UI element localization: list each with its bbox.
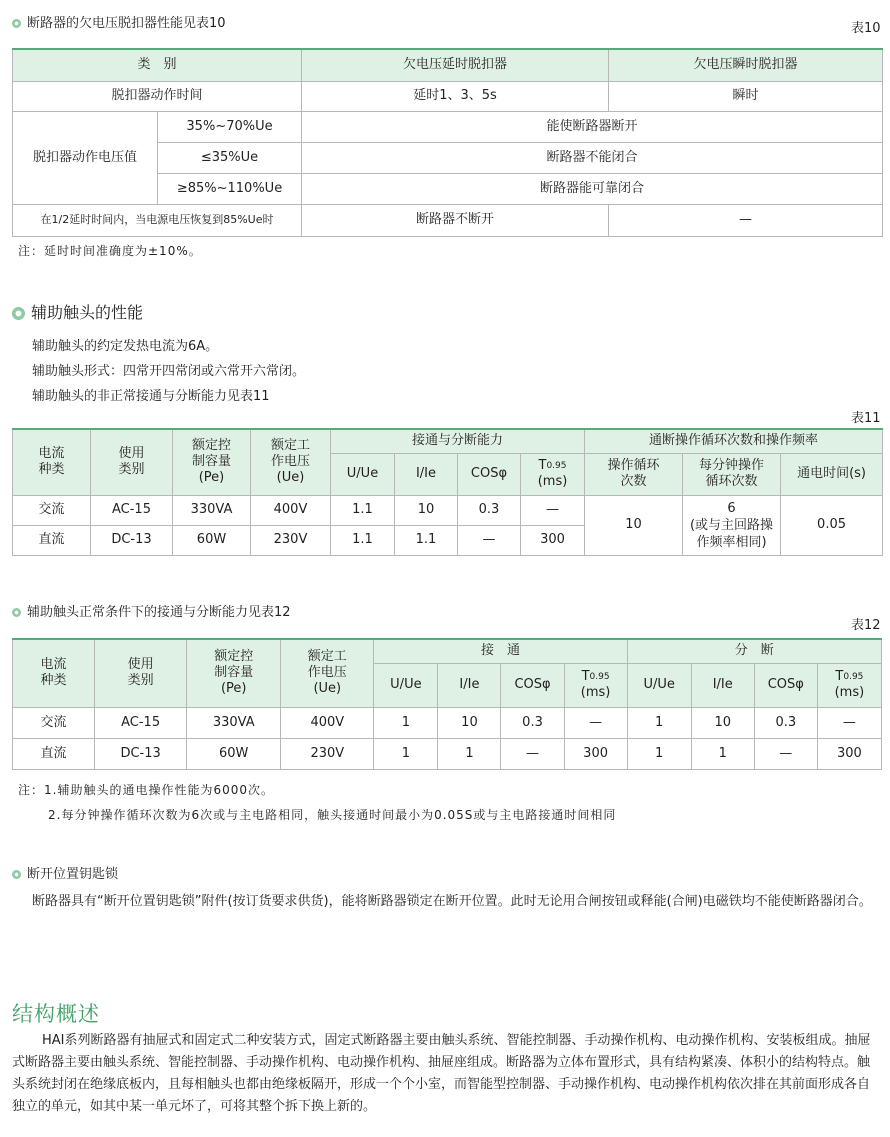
circle-bullet-icon [12,608,21,617]
t12-h-u-ue: U/Ue [627,663,691,707]
cell: AC-15 [95,707,187,738]
t11-h-t095: $T^{0.95}$ (ms) [521,453,585,495]
t10-recover-label: 在1/2延时时间内，当电源电压恢复到85%Ue时 [13,204,302,236]
cell: 1 [691,738,754,769]
circle-bullet-icon [12,870,21,879]
cell: 10 [395,495,458,525]
t11-on-time: 0.05 [781,495,883,555]
t11-h-per-minute: 每分钟操作 循环次数 [683,453,781,495]
table11-label: 表11 [851,411,881,426]
t12-h-t095: $T^{0.95}$ (ms) [564,663,627,707]
cell: 300 [521,525,585,555]
cell: — [754,738,817,769]
t11-h-cos: COSφ [458,453,521,495]
t12-h-i-ie: I/Ie [691,663,754,707]
cell: 1 [374,738,438,769]
table10 [12,48,883,237]
cell: — [817,707,881,738]
cell: 400V [251,495,331,525]
cell: DC-13 [95,738,187,769]
table-row [13,707,882,738]
cell: 10 [691,707,754,738]
cell: 1 [627,738,691,769]
table10-heading: 断路器的欠电压脱扣器性能见表10 [12,12,226,31]
t10-voltage-result: 断路器能可靠闭合 [302,173,883,204]
table-row [13,738,882,769]
t12-h-pe: 额定控 制容量 (Pe) [187,639,281,707]
t10-voltage-range: 35%~70%Ue [158,111,302,142]
cell: 330VA [173,495,251,525]
aux-title-row [12,300,143,323]
cell: 230V [251,525,331,555]
aux-line-1: 辅助触头的约定发热电流为6A。 [32,339,219,354]
cell: 230V [281,738,374,769]
t11-h-cycles: 通断操作循环次数和操作频率 [585,429,883,453]
t12-h-i-ie: I/Ie [438,663,501,707]
cell: 直流 [13,525,91,555]
cell: 交流 [13,707,95,738]
t12-h-break: 分 断 [627,639,881,663]
t11-h-use: 使用 类别 [91,429,173,495]
t11-h-current: 电流 种类 [13,429,91,495]
aux-title: 辅助触头的性能 [31,303,144,322]
cell: 0.3 [501,707,564,738]
t11-h-i-ie: I/Ie [395,453,458,495]
cell: 300 [564,738,627,769]
t10-voltage-result: 能使断路器断开 [302,111,883,142]
t10-recover-delay: 断路器不断开 [302,204,609,236]
t11-h-on-time: 通电时间(s) [781,453,883,495]
t10-action-time-delay: 延时1、3、5s [302,81,609,111]
cell: DC-13 [91,525,173,555]
cell: 1 [438,738,501,769]
t12-h-cos: COSφ [501,663,564,707]
t12-h-make: 接 通 [374,639,627,663]
lock-text: 断路器具有“断开位置钥匙锁”附件(按订货要求供货)，能将断路器锁定在断开位置。此时无论用合闸按钮或释能(合闸)电磁铁均不能使断路器闭合。 [32,894,872,909]
t12-h-t095: $T^{0.95}$ (ms) [817,663,881,707]
cell: 交流 [13,495,91,525]
cell: — [521,495,585,525]
t10-h-category: 类 别 [13,49,302,81]
circle-bullet-icon [12,19,21,28]
cell: 1 [374,707,438,738]
t11-cycles: 10 [585,495,683,555]
cell: 1.1 [331,495,395,525]
lock-title: 断开位置钥匙锁 [27,867,119,882]
table12-label: 表12 [851,618,881,633]
structure-title: 结构概述 [12,1002,100,1026]
t10-voltage-range: ≤35%Ue [158,142,302,173]
t11-h-pe: 额定控 制容量 (Pe) [173,429,251,495]
t12-h-u-ue: U/Ue [374,663,438,707]
table12-note-2: 2.每分钟操作循环次数为6次或与主电路相同，触头接通时间最小为0.05S或与主电路接通时间相同 [48,808,617,822]
table10-label: 表10 [851,21,881,36]
t10-h-delay: 欠电压延时脱扣器 [302,49,609,81]
structure-text: HAI系列断路器有抽屉式和固定式二种安装方式，固定式断路器主要由触头系统、智能控制器、手动操作机构、电动操作机构、安装板组成。抽屉式断路器主要由触头系统、智能控制器、手动操作机构、电动操作机构、抽屉座组成。断路器为立体布置形式，具有结构紧凑、体积小的结构特点。触头系统封闭在绝缘底板内，且每相触头也都由绝缘板隔开，形成一个个小室，而智能型控制器、手动操作机构、电动操作机构依次排在其前面形成各自独立的单元，如其中某一单元坏了，可将其整个拆下换上新的。 [12,1033,871,1114]
t11-h-u-ue: U/Ue [331,453,395,495]
t10-action-time-label: 脱扣器动作时间 [13,81,302,111]
table12-note-1: 注：1.辅助触头的通电操作性能为6000次。 [18,783,274,797]
t10-recover-instant: — [609,204,883,236]
cell: 400V [281,707,374,738]
t12-h-ue: 额定工 作电压 (Ue) [281,639,374,707]
cell: 直流 [13,738,95,769]
t12-h-cos: COSφ [754,663,817,707]
t10-voltage-result: 断路器不能闭合 [302,142,883,173]
cell: 60W [173,525,251,555]
aux-line-2: 辅助触头形式：四常开四常闭或六常开六常闭。 [32,364,306,379]
t12-h-current: 电流 种类 [13,639,95,707]
t11-h-making: 接通与分断能力 [331,429,585,453]
table12 [12,638,882,770]
cell: 0.3 [458,495,521,525]
cell: 300 [817,738,881,769]
table10-note: 注：延时时间准确度为±10%。 [18,244,202,258]
t10-h-instant: 欠电压瞬时脱扣器 [609,49,883,81]
table11 [12,428,883,556]
aux-line-3: 辅助触头的非正常接通与分断能力见表11 [32,389,270,404]
cell: 330VA [187,707,281,738]
t12-h-use: 使用 类别 [95,639,187,707]
cell: 1.1 [395,525,458,555]
t10-action-time-instant: 瞬时 [609,81,883,111]
table-row [13,495,883,525]
cell: 10 [438,707,501,738]
t11-h-cycle-count: 操作循环 次数 [585,453,683,495]
cell: 1.1 [331,525,395,555]
t10-voltage-label: 脱扣器动作电压值 [13,111,158,204]
circle-bullet-icon [12,307,25,320]
t11-per-minute: 6 (或与主回路操 作频率相同) [683,495,781,555]
cell: 60W [187,738,281,769]
t11-h-ue: 额定工 作电压 (Ue) [251,429,331,495]
table12-heading: 辅助触头正常条件下的接通与分断能力见表12 [12,601,291,620]
cell: — [501,738,564,769]
t10-voltage-range: ≥85%~110%Ue [158,173,302,204]
cell: 1 [627,707,691,738]
cell: — [458,525,521,555]
cell: — [564,707,627,738]
lock-title-row [12,863,118,882]
cell: AC-15 [91,495,173,525]
cell: 0.3 [754,707,817,738]
